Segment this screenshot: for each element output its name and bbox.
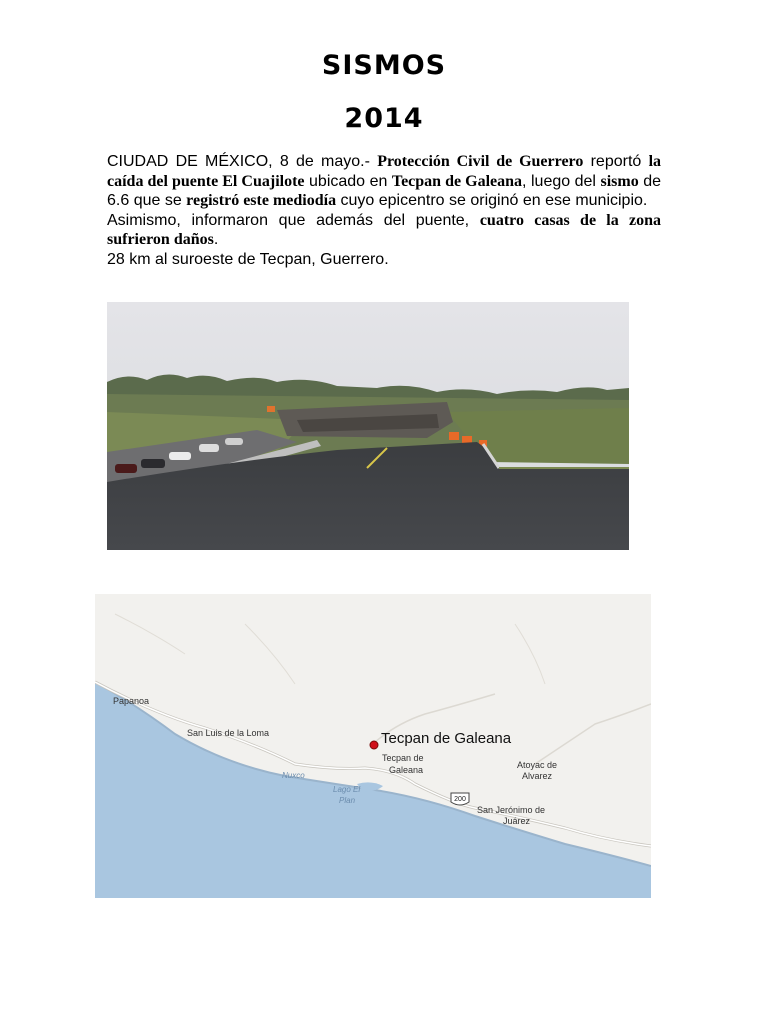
place-label: Papanoa [113,696,150,706]
text: . [213,231,219,248]
text: ubicado en [304,172,392,190]
text: de 6.6 que se [107,172,661,209]
highway-label: 200 [454,796,466,803]
paragraph-2 [107,211,661,250]
place-label: Nuxco [282,771,305,780]
bridge-photo [107,302,629,550]
page-title: SISMOS [321,50,447,81]
text: , luego del [522,172,601,190]
place-label: Galeana [389,765,424,775]
text: Asimismo, informaron que además del puente, [107,211,480,229]
place-label: Tecpan de [382,753,424,763]
bold-text: registró este mediodía [186,192,337,209]
place-label: Juárez [503,816,531,826]
place-label: San Luis de la Loma [187,728,270,738]
place-label: Lago El [333,785,361,794]
location-map [95,594,651,898]
article-body [107,152,661,269]
place-label: Plan [339,796,356,805]
location-marker-icon [370,741,378,749]
place-label: San Jerónimo de [477,805,546,815]
bold-text: Protección Civil de Guerrero [377,153,584,170]
bold-text: la caída del puente El Cuajilote [107,153,662,190]
text: reportó [583,153,649,170]
text: cuyo epicentro se originó en ese municipio. [336,192,648,209]
bold-text: cuatro casas de la zona sufrieron daños [107,211,661,248]
marker-label: Tecpan de Galeana [381,730,512,747]
dateline: CIUDAD DE MÉXICO, 8 de mayo.- [107,153,378,170]
bold-text: sismo [600,172,639,190]
paragraph-1 [107,152,661,211]
place-label: Atoyac de [517,760,558,770]
paragraph-3: 28 km al suroeste de Tecpan, Guerrero. [107,250,389,268]
place-label: Alvarez [522,771,553,781]
bold-text: Tecpan de Galeana [391,172,523,190]
page-year: 2014 [344,103,424,134]
